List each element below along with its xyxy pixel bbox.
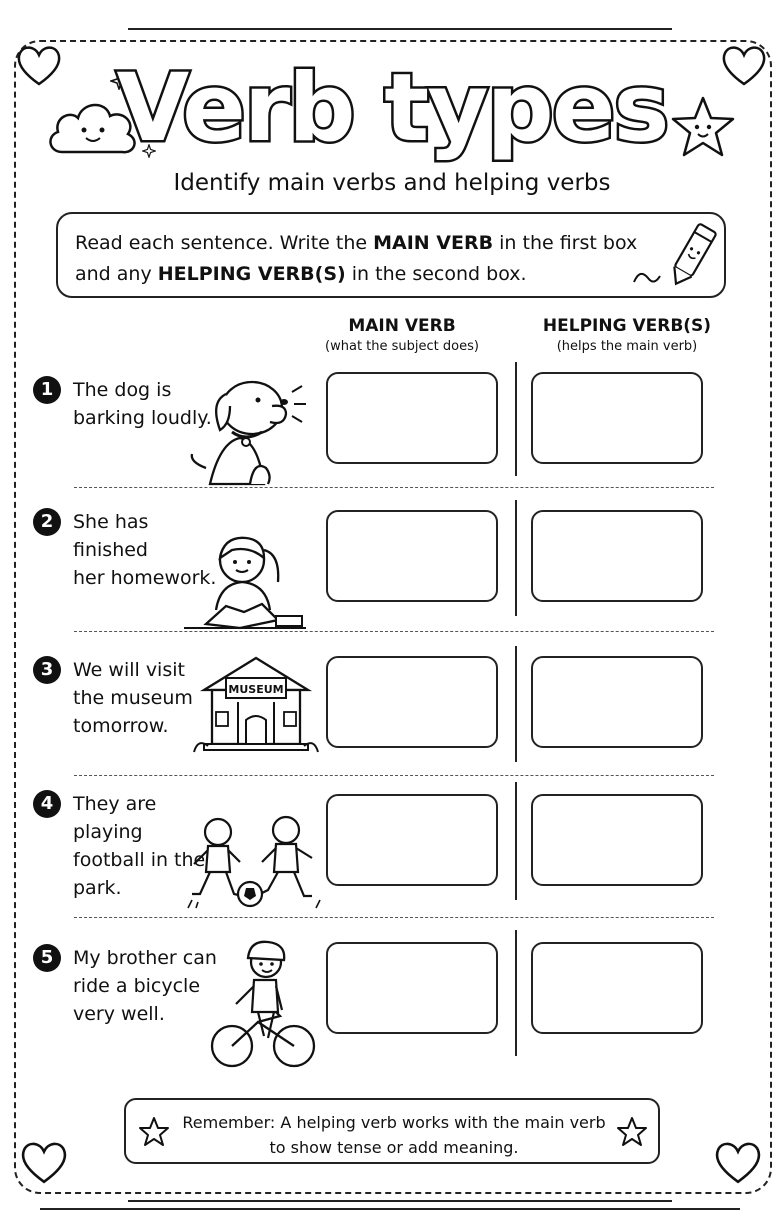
helping-verb-answer-box[interactable] (531, 372, 703, 464)
sentence-line: The dog is (73, 379, 172, 401)
sentence-line: They are playing (73, 793, 157, 843)
remember-line-2: to show tense or add meaning. (269, 1138, 519, 1157)
helping-verb-answer-box[interactable] (531, 794, 703, 886)
instr-text-4: in the second box. (345, 263, 527, 285)
sentence-line: We will visit (73, 659, 185, 681)
sentence-line: She has finished (73, 511, 149, 561)
item-number: 5 (33, 944, 61, 972)
boy-bicycle-illustration (210, 936, 318, 1070)
girl-writing-illustration (180, 524, 310, 634)
main-verb-answer-box[interactable] (326, 942, 498, 1034)
item-number: 2 (33, 508, 61, 536)
item-number: 4 (33, 790, 61, 818)
main-verb-subheading: (what the subject does) (325, 339, 479, 354)
row-separator (74, 775, 714, 776)
title-text: Verb types (116, 54, 668, 163)
subtitle: Identify main verbs and helping verbs (173, 170, 611, 196)
row-separator (74, 917, 714, 918)
sentence-line: ride a bicycle (73, 975, 201, 997)
column-divider (515, 500, 517, 616)
main-verb-answer-box[interactable] (326, 510, 498, 602)
sentence-line: My brother can (73, 947, 217, 969)
column-divider (515, 782, 517, 900)
pencil-icon (630, 220, 720, 292)
instr-text-1: Read each sentence. Write the (75, 232, 374, 254)
row-separator (74, 487, 714, 488)
main-verb-answer-box[interactable] (326, 656, 498, 748)
helping-verb-subheading: (helps the main verb) (556, 339, 698, 354)
sentence-line: park. (73, 877, 122, 899)
sentence-line: her homework. (73, 567, 217, 589)
barking-dog-illustration (180, 372, 310, 492)
museum-illustration (192, 654, 320, 758)
main-verb-answer-box[interactable] (326, 794, 498, 886)
sentence-line: tomorrow. (73, 715, 169, 737)
instructions-box (56, 212, 726, 298)
bottom-rule (128, 1200, 672, 1202)
column-main-verb (306, 316, 498, 354)
sentence-line: barking loudly. (73, 407, 212, 429)
instructions-text (75, 228, 655, 290)
sentence-line: the museum (73, 687, 193, 709)
sentence-line: very well. (73, 1003, 165, 1025)
main-verb-answer-box[interactable] (326, 372, 498, 464)
top-rule (128, 28, 672, 30)
item-sentence (73, 944, 223, 1028)
column-divider (515, 930, 517, 1056)
remember-text (126, 1110, 662, 1160)
instr-text-3: and any (75, 263, 158, 285)
heart-icon (18, 1138, 70, 1186)
column-divider (515, 646, 517, 762)
main-verb-heading: MAIN VERB (348, 316, 456, 336)
kids-football-illustration (186, 814, 326, 912)
column-helping-verb (518, 316, 736, 354)
item-number: 1 (33, 376, 61, 404)
page-title (0, 40, 784, 170)
helping-verb-heading: HELPING VERB(S) (542, 316, 712, 336)
instr-text-2: in the first box (493, 232, 638, 254)
row-separator (74, 631, 714, 632)
heart-icon (712, 1138, 764, 1186)
museum-sign: MUSEUM (228, 683, 284, 696)
instr-main-verb: MAIN VERB (373, 232, 494, 254)
remember-line-1: Remember: A helping verb works with the main verb (182, 1113, 606, 1132)
remember-box (124, 1098, 660, 1164)
item-number: 3 (33, 656, 61, 684)
column-divider (515, 362, 517, 476)
sentence-line: football in the (73, 849, 206, 871)
bottom-rule-2 (40, 1208, 740, 1210)
helping-verb-answer-box[interactable] (531, 510, 703, 602)
helping-verb-answer-box[interactable] (531, 656, 703, 748)
instr-helping-verb: HELPING VERB(S) (157, 263, 346, 285)
helping-verb-answer-box[interactable] (531, 942, 703, 1034)
